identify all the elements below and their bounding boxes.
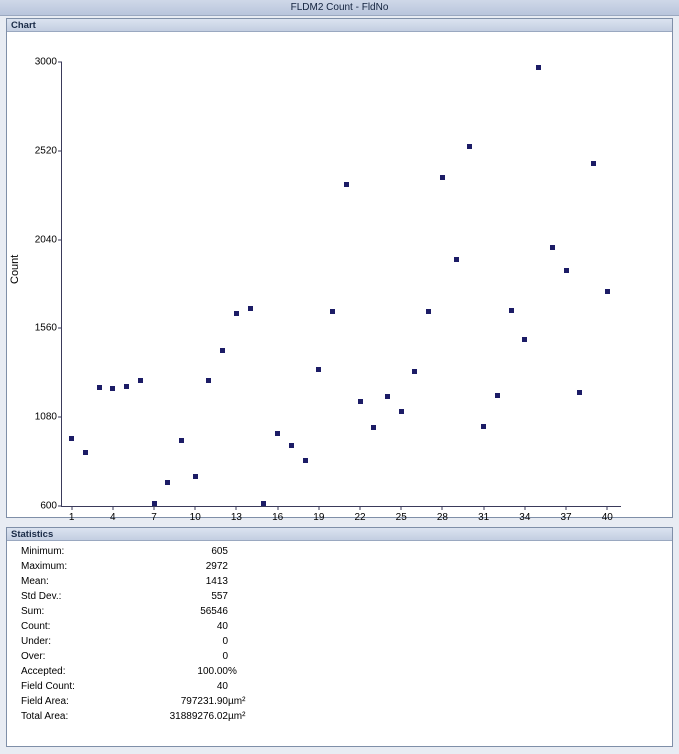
y-axis-tick-mark (58, 150, 62, 151)
statistic-label: Sum: (21, 606, 45, 617)
statistic-label: Count: (21, 621, 51, 632)
statistics-panel (6, 527, 673, 747)
x-axis-tick-mark (277, 506, 278, 510)
scatter-point[interactable] (179, 438, 184, 443)
scatter-point[interactable] (412, 369, 417, 374)
scatter-point[interactable] (509, 308, 514, 313)
statistic-value: 40 (216, 621, 228, 632)
scatter-point[interactable] (385, 394, 390, 399)
scatter-point[interactable] (426, 309, 431, 314)
scatter-point[interactable] (371, 425, 376, 430)
statistic-label: Minimum: (21, 546, 65, 557)
statistic-label: Under: (21, 636, 52, 647)
y-axis-tick-label: 1080 (34, 411, 57, 423)
x-axis-tick-label: 7 (151, 512, 157, 523)
scatter-point[interactable] (454, 257, 459, 262)
chart-body (7, 32, 672, 523)
statistic-label: Accepted: (21, 666, 66, 677)
statistic-value: 56546 (200, 606, 228, 617)
scatter-point[interactable] (536, 65, 541, 70)
statistic-value: 2972 (205, 561, 228, 572)
chart-panel-header: Chart (7, 19, 672, 32)
statistic-label: Maximum: (21, 561, 68, 572)
statistic-unit (228, 561, 245, 576)
statistic-value: 1413 (205, 576, 228, 587)
x-axis-tick-mark (607, 506, 608, 510)
y-axis-tick-mark (58, 239, 62, 240)
x-axis-tick-label: 37 (560, 512, 572, 523)
scatter-point[interactable] (152, 501, 157, 506)
x-axis-tick-mark (401, 506, 402, 510)
scatter-point[interactable] (591, 161, 596, 166)
statistics-row (21, 711, 245, 726)
statistics-row (21, 606, 245, 621)
scatter-point[interactable] (165, 480, 170, 485)
scatter-point[interactable] (206, 378, 211, 383)
statistic-value: 557 (211, 591, 228, 602)
x-axis-tick-mark (154, 506, 155, 510)
scatter-point[interactable] (577, 390, 582, 395)
statistics-row (21, 591, 245, 606)
scatter-point[interactable] (193, 474, 198, 479)
scatter-point[interactable] (316, 367, 321, 372)
statistic-label: Field Count: (21, 681, 75, 692)
x-axis-tick-label: 34 (519, 512, 531, 523)
chart-panel (6, 18, 673, 523)
y-axis-tick-mark (58, 417, 62, 418)
scatter-plot-area[interactable] (34, 56, 621, 523)
scatter-point[interactable] (330, 309, 335, 314)
x-axis-tick-mark (360, 506, 361, 510)
scatter-point[interactable] (138, 378, 143, 383)
statistic-value: 100.00 (197, 666, 228, 677)
scatter-point[interactable] (83, 450, 88, 455)
scatter-point[interactable] (124, 384, 129, 389)
x-axis-tick-label: 10 (189, 512, 201, 523)
x-axis-tick-label: 22 (354, 512, 366, 523)
statistics-row (21, 576, 245, 591)
scatter-point[interactable] (522, 337, 527, 342)
scatter-point[interactable] (495, 393, 500, 398)
x-axis-tick-mark (236, 506, 237, 510)
statistic-value: 605 (211, 546, 228, 557)
scatter-point[interactable] (550, 245, 555, 250)
x-axis-tick-label: 4 (110, 512, 116, 523)
statistics-table (21, 546, 245, 726)
x-axis-tick-mark (524, 506, 525, 510)
window-title: FLDM2 Count - FldNo (290, 2, 389, 13)
x-axis-tick-label: 19 (313, 512, 325, 523)
statistic-value: 797231.90 (180, 696, 228, 707)
x-axis-tick-label: 25 (395, 512, 407, 523)
x-axis-tick-mark (195, 506, 196, 510)
y-axis-tick-mark (58, 62, 62, 63)
y-axis-tick-label: 1560 (34, 322, 57, 334)
statistic-unit (228, 591, 245, 606)
statistics-row (21, 636, 245, 651)
statistic-unit (228, 636, 245, 651)
scatter-point[interactable] (481, 424, 486, 429)
statistic-unit (228, 546, 245, 561)
statistic-label: Field Area: (21, 696, 69, 707)
statistic-label: Total Area: (21, 711, 69, 722)
statistics-row (21, 561, 245, 576)
statistic-unit (228, 621, 245, 636)
statistics-body (7, 541, 672, 726)
statistic-unit: % (228, 666, 237, 677)
x-axis-tick-mark (442, 506, 443, 510)
statistics-row (21, 666, 245, 681)
x-axis-tick-mark (318, 506, 319, 510)
x-axis-tick-label: 31 (478, 512, 490, 523)
y-axis-tick-label: 2040 (34, 234, 57, 246)
scatter-point[interactable] (440, 175, 445, 180)
statistic-unit (228, 576, 245, 591)
x-axis-tick-label: 28 (436, 512, 448, 523)
statistic-label: Std Dev.: (21, 591, 62, 602)
statistics-row (21, 696, 245, 711)
scatter-point[interactable] (399, 409, 404, 414)
statistics-row (21, 621, 245, 636)
scatter-point[interactable] (564, 268, 569, 273)
scatter-point[interactable] (344, 182, 349, 187)
y-axis-tick-label: 600 (40, 500, 57, 512)
scatter-point[interactable] (97, 385, 102, 390)
scatter-point[interactable] (220, 348, 225, 353)
scatter-point[interactable] (605, 289, 610, 294)
statistics-row (21, 651, 245, 666)
scatter-point[interactable] (261, 501, 266, 506)
x-axis-tick-mark (112, 506, 113, 510)
statistics-panel-header: Statistics (7, 528, 672, 541)
x-axis-tick-mark (483, 506, 484, 510)
scatter-point[interactable] (275, 431, 280, 436)
y-axis-tick-mark (58, 506, 62, 507)
y-axis-tick-mark (58, 328, 62, 329)
x-axis-tick-label: 16 (272, 512, 284, 523)
y-axis-tick-label: 2520 (34, 145, 57, 157)
statistic-value: 31889276.02 (169, 711, 228, 722)
x-axis-tick-label: 1 (68, 512, 75, 523)
scatter-point[interactable] (234, 311, 239, 316)
statistic-unit (228, 606, 245, 621)
scatter-point[interactable] (248, 306, 253, 311)
statistic-value: 0 (222, 651, 228, 662)
scatter-point[interactable] (358, 399, 363, 404)
y-axis-label: Count (9, 254, 21, 284)
statistic-value: 0 (222, 636, 228, 647)
x-axis-tick-mark (71, 506, 72, 510)
scatter-point[interactable] (110, 386, 115, 391)
scatter-point[interactable] (69, 436, 74, 441)
x-axis-tick-mark (566, 506, 567, 510)
scatter-point[interactable] (289, 443, 294, 448)
statistic-value: 40 (216, 681, 228, 692)
statistic-label: Mean: (21, 576, 49, 587)
statistic-unit: µm² (228, 711, 246, 722)
statistic-unit: µm² (228, 696, 246, 707)
scatter-point[interactable] (303, 458, 308, 463)
statistic-unit (228, 681, 245, 696)
window-titlebar (0, 0, 679, 16)
statistics-row (21, 546, 245, 561)
statistic-label: Over: (21, 651, 46, 662)
statistics-row (21, 681, 245, 696)
statistic-unit (228, 651, 245, 666)
y-axis-tick-label: 3000 (34, 56, 57, 68)
x-axis-tick-label: 40 (601, 512, 613, 523)
x-axis-tick-label: 13 (230, 512, 242, 523)
scatter-point[interactable] (467, 144, 472, 149)
